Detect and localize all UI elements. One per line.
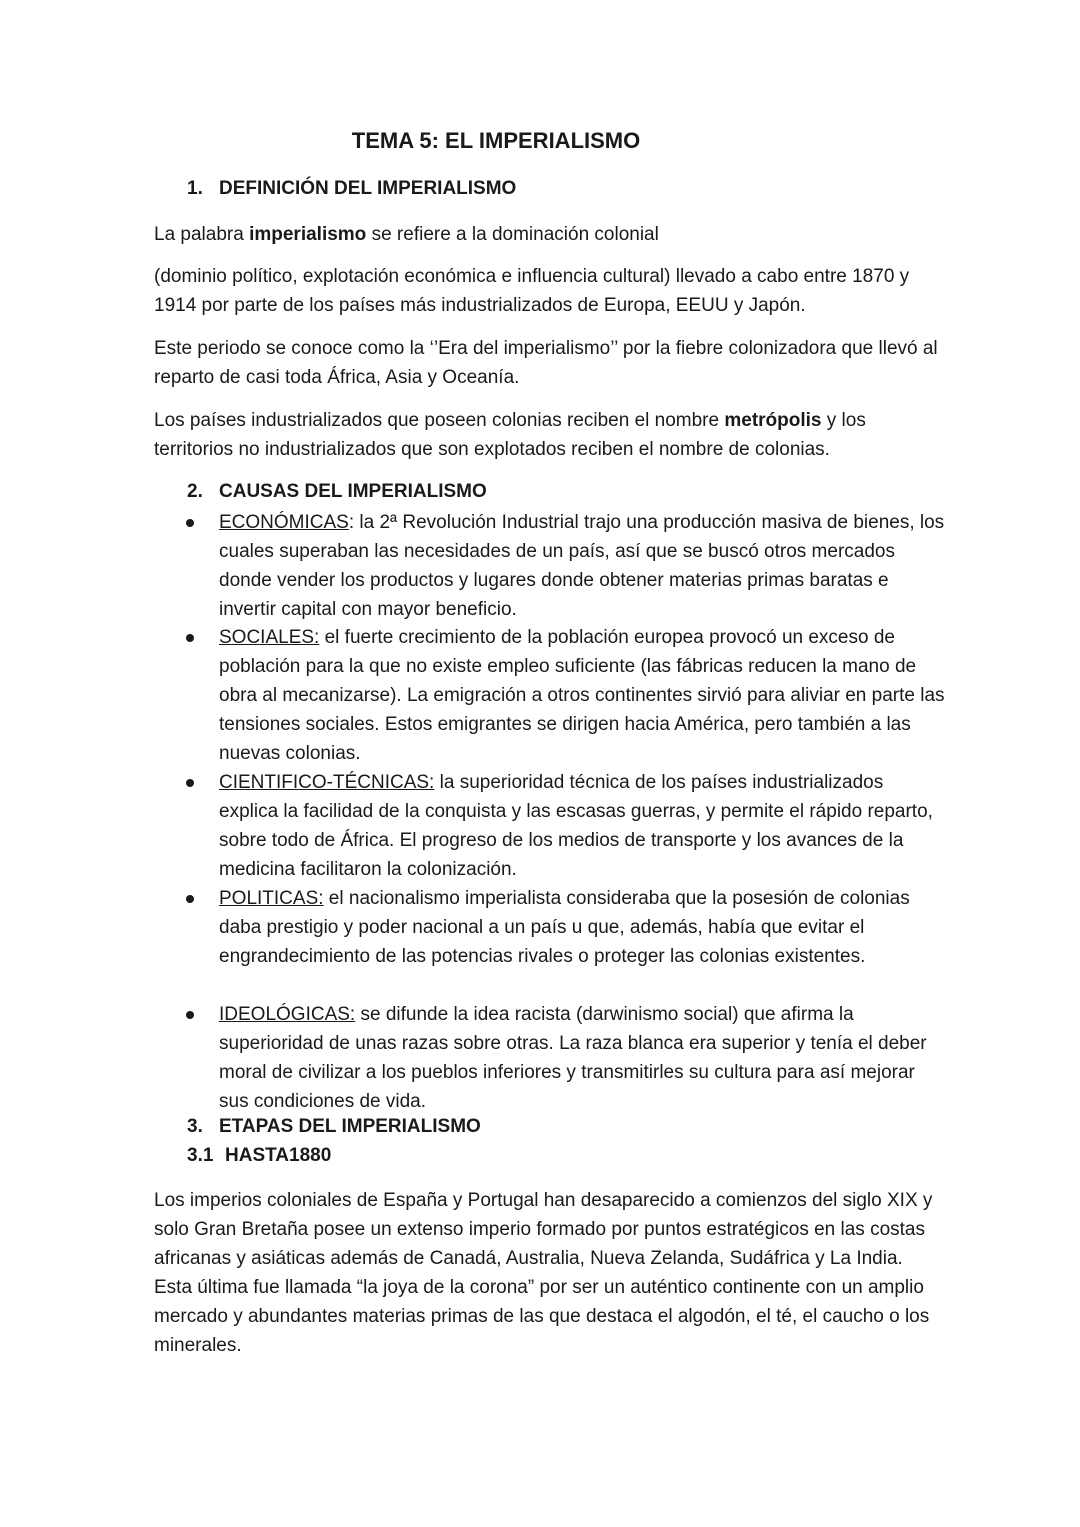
paragraph-definicion-intro: La palabra imperialismo se refiere a la dominación colonial xyxy=(154,224,659,245)
cause-label: POLITICAS: xyxy=(219,888,324,909)
section-heading-causas xyxy=(187,481,487,503)
section-number: 2. xyxy=(187,481,203,502)
bold-term: metrópolis xyxy=(724,410,822,431)
bold-term: imperialismo xyxy=(249,224,367,245)
cause-label: ECONÓMICAS xyxy=(219,512,349,533)
paragraph-era: Este periodo se conoce como la ‘’Era del imperialismo’’ por la fiebre colonizadora que llevó al reparto de casi toda África, Asia y Oceanía. xyxy=(154,338,938,388)
section-label: HASTA1880 xyxy=(225,1145,332,1166)
section-number: 3. xyxy=(187,1116,203,1137)
cause-label: IDEOLÓGICAS: xyxy=(219,1004,356,1025)
cause-item: POLITICAS: el nacionalismo imperialista consideraba que la posesión de colonias daba prestigio y poder nacional a un país u que, además, había que evitar el engrandecimiento de las potencias rivales o proteger las colonias existentes. xyxy=(219,888,910,967)
paragraph-imperios-coloniales: Los imperios coloniales de España y Portugal han desaparecido a comienzos del siglo XIX y solo Gran Bretaña posee un extenso imperio formado por puntos estratégicos en las costas africanas y asiáticas además de Canadá, Australia, Nueva Zelanda, Sudáfrica y La India. Esta última fue llamada “la joya de la corona” por ser un auténtico continente con un amplio mercado y abundantes materias primas de las que destaca el algodón, el té, el caucho o los minerales. xyxy=(154,1190,933,1356)
cause-label: CIENTIFICO-TÉCNICAS: xyxy=(219,772,435,793)
cause-item: ECONÓMICAS: la 2ª Revolución Industrial trajo una producción masiva de bienes, los cuales superaban las necesidades de un país, así que se buscó otros mercados donde vender los productos y lugares donde obtener materias primas baratas e invertir capital con mayor beneficio. xyxy=(219,512,945,620)
section-label: ETAPAS DEL IMPERIALISMO xyxy=(219,1116,481,1137)
section-heading-etapas xyxy=(187,1116,481,1138)
cause-item: SOCIALES: el fuerte crecimiento de la población europea provocó un exceso de población para la que no existe empleo suficiente (las fábricas reducen la mano de obra al mecanizarse). La emigración a otros continentes sirvió para aliviar en parte las tensiones sociales. Estos emigrantes se dirigen hacia América, pero también a las nuevas colonias. xyxy=(219,627,945,764)
section-number: 1. xyxy=(187,178,203,199)
page-title: TEMA 5: EL IMPERIALISMO xyxy=(351,128,641,153)
subsection-heading-hasta1880 xyxy=(187,1145,331,1167)
section-heading-definicion xyxy=(187,178,516,200)
cause-item: IDEOLÓGICAS: se difunde la idea racista (darwinismo social) que afirma la superioridad de unas razas sobre otras. La raza blanca era superior y tenía el deber moral de civilizar a los pueblos inferiores y transmitirles su cultura para así mejorar sus condiciones de vida. xyxy=(219,1004,927,1112)
paragraph-dominio: (dominio político, explotación económica e influencia cultural) llevado a cabo entre 1870 y 1914 por parte de los países más industrializados de Europa, EEUU y Japón. xyxy=(154,266,910,316)
cause-item: CIENTIFICO-TÉCNICAS: la superioridad técnica de los países industrializados explica la facilidad de la conquista y las escasas guerras, y permite el rápido reparto, sobre todo de África. El progreso de los medios de transporte y los avances de la medicina facilitaron la colonización. xyxy=(219,772,933,880)
cause-label: SOCIALES: xyxy=(219,627,320,648)
paragraph-metropolis: Los países industrializados que poseen colonias reciben el nombre metrópolis y los territorios no industrializados que son explotados reciben el nombre de colonias. xyxy=(154,410,866,460)
section-label: DEFINICIÓN DEL IMPERIALISMO xyxy=(219,178,517,199)
section-number: 3.1 xyxy=(187,1145,214,1166)
section-label: CAUSAS DEL IMPERIALISMO xyxy=(219,481,487,502)
